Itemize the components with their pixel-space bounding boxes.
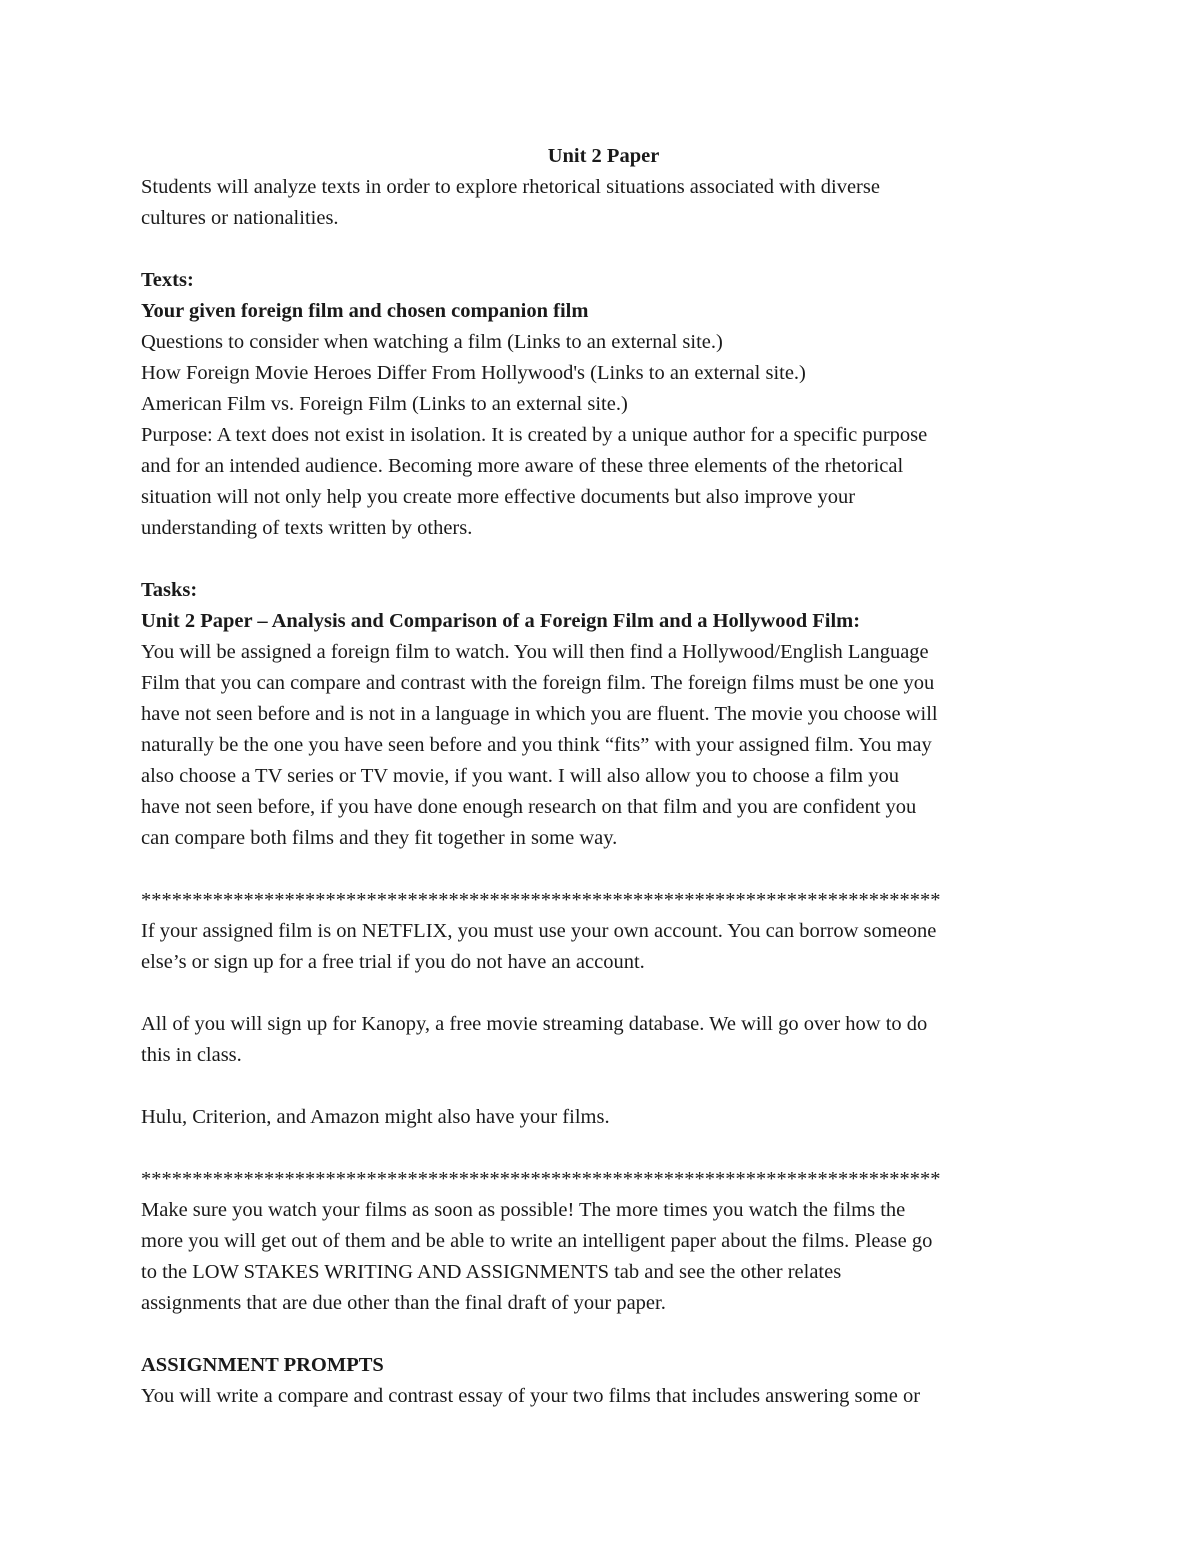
hulu-line: Hulu, Criterion, and Amazon might also have your films. (141, 1106, 610, 1128)
kanopy-line: this in class. (141, 1044, 242, 1066)
watch-line: more you will get out of them and be able to write an intelligent paper about the films. Please go (141, 1230, 933, 1252)
document-page (141, 141, 1066, 1412)
link-text[interactable]: How Foreign Movie Heroes Differ From Hollywood's (Links to an external site.) (141, 362, 806, 384)
tasks-line: have not seen before, if you have done enough research on that film and you are confident you (141, 796, 917, 818)
external-link-american-vs-foreign[interactable] (141, 389, 1066, 420)
link-text[interactable]: American Film vs. Foreign Film (Links to an external site.) (141, 393, 628, 415)
paragraph-gap (141, 854, 1066, 885)
watch-line: to the LOW STAKES WRITING AND ASSIGNMENTS tab and see the other relates (141, 1261, 842, 1283)
paragraph-gap (141, 1071, 1066, 1102)
paragraph-gap (141, 1319, 1066, 1350)
tasks-line: have not seen before and is not in a language in which you are fluent. The movie you choose will (141, 703, 938, 725)
asterisk-separator: ****************************************************************************** (141, 1168, 941, 1190)
purpose-line: understanding of texts written by others. (141, 517, 473, 539)
paragraph-gap (141, 978, 1066, 1009)
tasks-line: naturally be the one you have seen before and you think “fits” with your assigned film. You may (141, 734, 932, 756)
intro-line: cultures or nationalities. (141, 207, 339, 229)
paragraph-gap (141, 1133, 1066, 1164)
paragraph-gap (141, 544, 1066, 575)
purpose-line: and for an intended audience. Becoming more aware of these three elements of the rhetorical (141, 455, 904, 477)
tasks-line: Film that you can compare and contrast with the foreign film. The foreign films must be one you (141, 672, 935, 694)
tasks-line: can compare both films and they fit together in some way. (141, 827, 618, 849)
external-link-heroes[interactable] (141, 358, 1066, 389)
asterisk-separator: ****************************************************************************** (141, 889, 941, 911)
netflix-line: If your assigned film is on NETFLIX, you must use your own account. You can borrow someone (141, 920, 937, 942)
texts-heading: Texts: (141, 269, 194, 291)
watch-line: Make sure you watch your films as soon as possible! The more times you watch the films the (141, 1199, 906, 1221)
link-text[interactable]: Questions to consider when watching a film (Links to an external site.) (141, 331, 723, 353)
tasks-heading: Tasks: (141, 579, 198, 601)
tasks-line: also choose a TV series or TV movie, if you want. I will also allow you to choose a film you (141, 765, 899, 787)
tasks-subheading: Unit 2 Paper – Analysis and Comparison of a Foreign Film and a Hollywood Film: (141, 610, 861, 632)
paragraph-gap (141, 234, 1066, 265)
texts-subheading: Your given foreign film and chosen companion film (141, 300, 589, 322)
prompts-heading: ASSIGNMENT PROMPTS (141, 1354, 384, 1376)
purpose-line: Purpose: A text does not exist in isolation. It is created by a unique author for a specific purpose (141, 424, 928, 446)
purpose-line: situation will not only help you create more effective documents but also improve your (141, 486, 856, 508)
prompts-line: You will write a compare and contrast essay of your two films that includes answering some or (141, 1385, 921, 1407)
watch-line: assignments that are due other than the final draft of your paper. (141, 1292, 666, 1314)
document-title: Unit 2 Paper (547, 145, 660, 167)
netflix-line: else’s or sign up for a free trial if you do not have an account. (141, 951, 645, 973)
kanopy-line: All of you will sign up for Kanopy, a free movie streaming database. We will go over how to do (141, 1013, 928, 1035)
tasks-line: You will be assigned a foreign film to watch. You will then find a Hollywood/English Language (141, 641, 929, 663)
intro-line: Students will analyze texts in order to explore rhetorical situations associated with diverse (141, 176, 880, 198)
external-link-questions[interactable] (141, 327, 1066, 358)
